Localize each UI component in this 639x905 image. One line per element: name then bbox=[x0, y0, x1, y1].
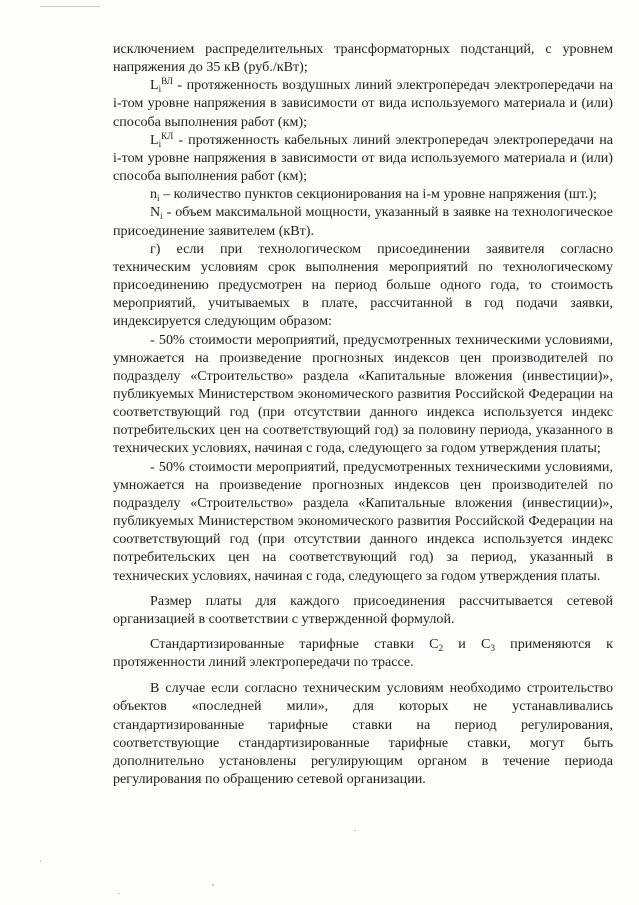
subscript-2: 2 bbox=[438, 643, 444, 653]
paragraph-overhead-lines bbox=[113, 76, 613, 130]
document-body bbox=[113, 40, 613, 788]
paragraph-text: - объем максимальной мощности, указанный в заявке на технологическое присоединение заявителем (кВт). bbox=[113, 204, 613, 239]
paragraph-text: применяются к протяженности линий электропередачи по трассе. bbox=[113, 636, 613, 671]
symbol-sup-kl: КЛ bbox=[161, 130, 174, 141]
symbol-l: L bbox=[150, 77, 159, 94]
paragraph-text: - протяженность кабельных линий электропередач электропередачи на i-том уровне напряжения в зависимости от вида используемого материала и (или) способа выполнения работ (км); bbox=[113, 131, 613, 185]
paragraph-half-period: - 50% стоимости мероприятий, предусмотренных техническими условиями, умножается на произведение прогнозных индексов цен производителей по подразделу «Строительство» раздела «Капитальные вложения (инвестиции)», публикуемых Министерством экономического развития Российской Федерации на соответствующий год (при отсутствии данного индекса используется индекс потребительских цен на соответствующий год) за половину периода, указанного в технических условиях, начиная с года, следующего за годом утверждения платы; bbox=[113, 331, 613, 457]
scan-speck bbox=[354, 830, 356, 831]
scan-speck bbox=[212, 884, 214, 886]
paragraph-text: - протяженность воздушных линий электропередач электропередачи на i-том уровне напряжения в зависимости от вида используемого материала и (или) способа выполнения работ (км); bbox=[113, 77, 613, 130]
paragraph-text: и С bbox=[443, 636, 491, 652]
paragraph-cable-lines bbox=[113, 131, 613, 185]
scan-speck bbox=[40, 860, 41, 862]
paragraph-last-mile: В случае если согласно техническим условиям необходимо строительство объектов «последней мили», для которых не устанавливались стандартизированные тарифные ставки на период регулирования, соответствующие стандартизированные тарифные ставки, могут быть дополнительно установлены регулирующим органом в течение периода регулирования по обращению сетевой организации. bbox=[113, 680, 613, 788]
paragraph-text: Стандартизированные тарифные ставки С bbox=[150, 636, 439, 652]
paragraph-max-power bbox=[113, 203, 613, 239]
paragraph-full-period: - 50% стоимости мероприятий, предусмотренных техническими условиями, умножается на произведение прогнозных индексов цен производителей по подразделу «Строительство» раздела «Капитальные вложения (инвестиции)», публикуемых Министерством экономического развития Российской Федерации на соответствующий год (при отсутствии данного индекса используется индекс потребительских цен на соответствующий год) за период, указанный в технических условиях, начиная с года, следующего за годом утверждения платы. bbox=[113, 458, 613, 584]
symbol-l: L bbox=[150, 131, 159, 148]
paragraph-fee-size: Размер платы для каждого присоединения рассчитывается сетевой организацией в соответствии с утвержденной формулой. bbox=[113, 592, 613, 627]
symbol-sub-i: i bbox=[158, 138, 162, 149]
paragraph-item-g: г) если при технологическом присоединении заявителя согласно техническим условиям срок выполнения мероприятий по технологическому присоединению предусмотрен на период больше одного года, то стоимость мероприятий, учитываемых в плате, рассчитанной в год подачи заявки, индексируется следующим образом: bbox=[113, 240, 613, 330]
symbol-sub-i: i bbox=[158, 84, 162, 95]
paragraph-sectioning-points bbox=[113, 185, 613, 203]
subscript-3: 3 bbox=[490, 643, 495, 653]
scan-speck bbox=[118, 893, 120, 894]
symbol-sub-i: i bbox=[157, 193, 160, 204]
symbol-n: n bbox=[150, 186, 158, 203]
symbol-sup-vl: ВЛ bbox=[161, 76, 173, 87]
symbol-sub-i: i bbox=[160, 211, 163, 222]
paragraph-transformer-substations: исключением распределительных трансформаторных подстанций, с уровнем напряжения до 35 кВ (руб./кВт); bbox=[113, 41, 613, 76]
symbol-n-upper: N bbox=[150, 204, 161, 221]
paragraph-text: – количество пунктов секционирования на i-м уровне напряжения (шт.); bbox=[159, 186, 597, 203]
paragraph-standard-rates bbox=[113, 635, 613, 671]
scan-top-mark bbox=[40, 6, 100, 7]
